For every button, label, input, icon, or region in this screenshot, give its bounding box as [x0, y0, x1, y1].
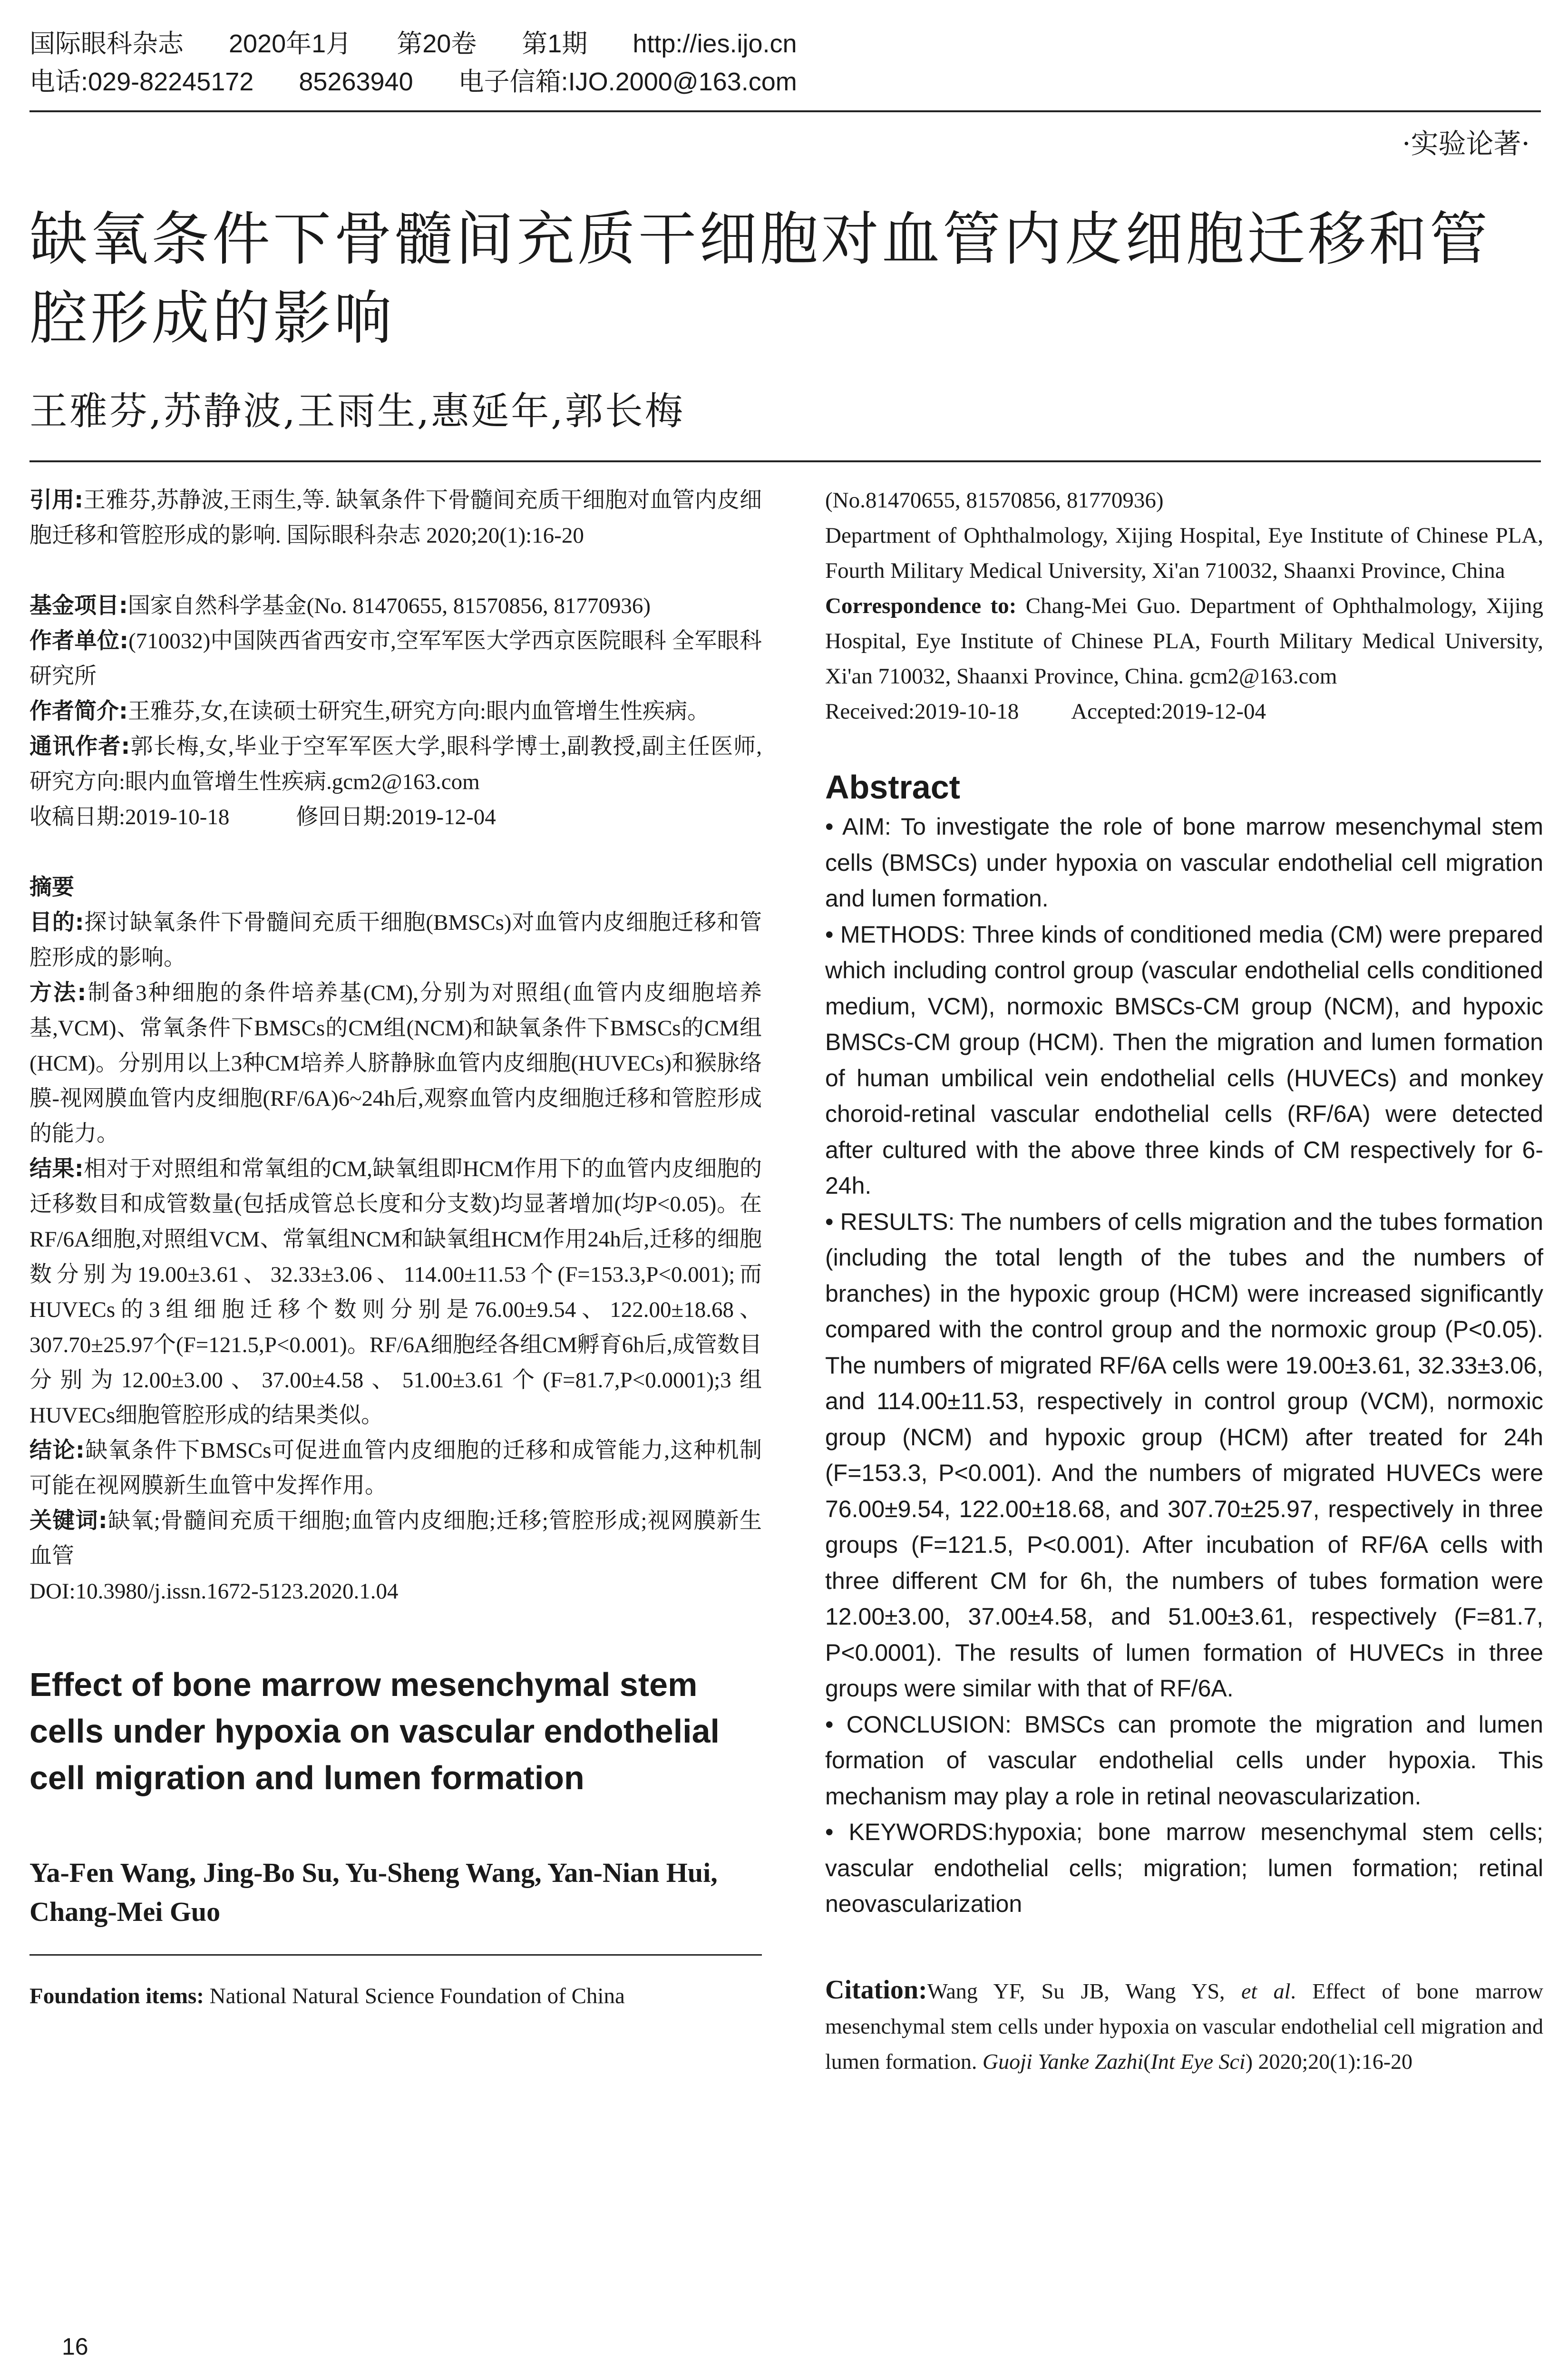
foundation-en-cont: (No.81470655, 81570856, 81770936): [825, 488, 1164, 513]
bio-cn-label: 作者简介:: [29, 698, 128, 724]
column-tag: ·实验论著·: [1402, 127, 1530, 160]
conclusion-cn-text: 缺氧条件下BMSCs可促进血管内皮细胞的迁移和成管能力,这种机制可能在视网膜新生血管中发挥作用。: [29, 1438, 762, 1498]
title-line-1: 缺氧条件下骨髓间充质干细胞对血管内皮细胞迁移和管: [29, 205, 1490, 273]
keywords-cn: [29, 1503, 762, 1574]
affiliation-en: Department of Ophthalmology, Xijing Hospital, Eye Institute of Chinese PLA, Fourth Military Medical University, Xi'an 710032, Shaanxi Province, China: [825, 523, 1543, 583]
methods-en: [825, 917, 1543, 1204]
running-header: [29, 25, 981, 101]
conclusion-en: [825, 1707, 1543, 1815]
methods-cn: [29, 975, 762, 1151]
dates-en: [825, 694, 1543, 729]
corr-cn-text: 郭长梅,女,毕业于空军军医大学,眼科学博士,副教授,副主任医师,研究方向:眼内血管增生性疾病.gcm2@163.com: [29, 734, 762, 794]
results-cn: [29, 1151, 762, 1433]
aim-en: [825, 809, 1543, 917]
fund-cn-text: 国家自然科学基金(No. 81470655, 81570856, 81770936): [127, 594, 651, 618]
article-title-en: Effect of bone marrow mesenchymal stem cells under hypoxia on vascular endothelial cell migration and lumen formation: [29, 1666, 720, 1796]
keywords-cn-text: 缺氧;骨髓间充质干细胞;血管内皮细胞;迁移;管腔形成;视网膜新生血管: [29, 1509, 762, 1568]
title-line-2: 腔形成的影响: [29, 284, 395, 352]
results-cn-text: 相对于对照组和常氧组的CM,缺氧组即HCM作用下的血管内皮细胞的迁移数目和成管数量(包括成管总长度和分支数)均显著增加(均P<0.05)。在RF/6A细胞,对照组VCM、常氧组NCM和缺氧组HCM作用24h后,迁移的细胞数分别为19.00±3.61、32.33±3.06、114.00±11.53个(F=153.3,P<0.001);而HUVECs的3组细胞迁移个数则分别是76.00±9.54、122.00±18.68、307.70±25.97个(F=121.5,P<0.001)。RF/6A细胞经各组CM孵育6h后,成管数目分别为12.00±3.00、37.00±4.58、51.00±3.61个(F=81.7,P<0.0001);3组HUVECs细胞管腔形成的结果类似。: [29, 1157, 762, 1428]
citation-en-title: . Effect of bone marrow mesenchymal stem cells under hypoxia on vascular endothelial cell migration and lumen formation.: [825, 1978, 1544, 2074]
corr-cn: [29, 729, 762, 799]
keywords-en: [825, 1814, 1543, 1922]
journal-name: 国际眼科杂志: [29, 29, 184, 58]
aim-cn-label: 目的:: [29, 909, 84, 935]
conclusion-en-label: • CONCLUSION:: [825, 1711, 1012, 1738]
citation-en-authors: Wang YF, Su JB, Wang YS,: [927, 1978, 1225, 2003]
revised-cn: 修回日期:2019-12-04: [296, 805, 496, 829]
conclusion-en-text: BMSCs can promote the migration and lumen formation of vascular endothelial cells under hypoxia. This mechanism may play a role in retinal neovascularization.: [825, 1711, 1543, 1810]
header-divider: [29, 110, 1541, 112]
abstract-en-heading: Abstract: [825, 769, 960, 806]
correspondence-en-label: Correspondence to:: [825, 594, 1017, 618]
citation-cn-text: 王雅芬,苏静波,王雨生,等. 缺氧条件下骨髓间充质干细胞对血管内皮细胞迁移和管腔形成的影响. 国际眼科杂志 2020;20(1):16-20: [29, 488, 762, 548]
citation-en-year: 2020;20(1):16-20: [1258, 2049, 1413, 2074]
unit-cn: [29, 623, 762, 694]
journal-url[interactable]: http://ies.ijo.cn: [633, 29, 797, 58]
title-divider: [29, 460, 1541, 462]
citation-en-etal: et al: [1241, 1978, 1291, 2003]
fund-cn-label: 基金项目:: [29, 593, 128, 619]
authors-cn: 王雅芬,苏静波,王雨生,惠延年,郭长梅: [29, 389, 685, 433]
citation-en-journal: Guoji Yanke Zazhi: [982, 2049, 1144, 2074]
authors-en: Ya-Fen Wang, Jing-Bo Su, Yu-Sheng Wang, Yan-Nian Hui, Chang-Mei Guo: [29, 1857, 718, 1927]
aim-en-label: • AIM:: [825, 813, 891, 840]
accepted-en: Accepted:2019-12-04: [1071, 699, 1266, 724]
left-column-divider: [29, 1954, 762, 1956]
received-cn: 收稿日期:2019-10-18: [29, 805, 230, 829]
page-number: 16: [62, 2333, 88, 2360]
citation-en-paren-close: ): [1245, 2049, 1253, 2074]
keywords-en-text: hypoxia; bone marrow mesenchymal stem cells; vascular endothelial cells; migration; lumen formation; retinal neovascularization: [825, 1819, 1543, 1917]
bio-cn-text: 王雅芬,女,在读硕士研究生,研究方向:眼内血管增生性疾病。: [127, 699, 710, 724]
keywords-cn-label: 关键词:: [29, 1508, 107, 1534]
aim-cn-text: 探讨缺氧条件下骨髓间充质干细胞(BMSCs)对血管内皮细胞迁移和管腔形成的影响。: [29, 910, 762, 970]
citation-en: [825, 1972, 1543, 2079]
citation-en-label: Citation:: [825, 1975, 927, 2005]
results-en-text: The numbers of cells migration and the tubes formation (including the total length of the tubes and the numbers of branches) in the hypoxic group (HCM) were increased significantly compared with the control group and the normoxic group (P<0.05). The numbers of migrated RF/6A cells were 19.00±3.61, 32.33±3.06, and 114.00±11.53, respectively in control group (VCM), normoxic group (NCM) and hypoxic group (HCM) after treated for 24h (F=153.3, P<0.001). And the numbers of migrated HUVECs were 76.00±9.54, 122.00±18.68, and 307.70±25.97, respectively in three groups (F=121.5, P<0.001). After incubation of RF/6A cells with three different CM for 6h, the numbers of tubes formation were 12.00±3.00, 37.00±4.58, and 51.00±3.61, respectively (F=81.7, P<0.0001). The results of lumen formation of HUVECs in three groups were similar with that of RF/6A.: [825, 1208, 1543, 1702]
abstract-cn-heading: 摘要: [29, 874, 74, 900]
phone: 电话:029-82245172: [29, 68, 254, 96]
citation-cn: [29, 483, 762, 553]
correspondence-en-text: Chang-Mei Guo. Department of Ophthalmology, Xijing Hospital, Eye Institute of Chinese PLA, Fourth Military Medical University, Xi'an 710032, Shaanxi Province, China. gcm2@163.com: [825, 594, 1543, 689]
correspondence-en: [825, 588, 1543, 694]
dates-cn: [29, 799, 762, 835]
methods-en-text: Three kinds of conditioned media (CM) were prepared which including control group (vascular endothelial cells conditioned medium, VCM), normoxic BMSCs-CM group (NCM), and hypoxic BMSCs-CM group (HCM). Then the migration and lumen formation of human umbilical vein endothelial cells (HUVECs) and monkey choroid-retinal vascular endothelial cells (RF/6A) were detected after cultured with the above three kinds of CM respectively for 6-24h.: [825, 921, 1543, 1199]
right-column: [825, 483, 1543, 2079]
citation-cn-label: 引用:: [29, 487, 84, 513]
conclusion-cn: [29, 1433, 762, 1503]
results-cn-label: 结果:: [29, 1156, 84, 1182]
foundation-en-text: National Natural Science Foundation of China: [209, 1984, 625, 2008]
article-title-cn: [29, 200, 1542, 358]
methods-en-label: • METHODS:: [825, 921, 966, 948]
conclusion-cn-label: 结论:: [29, 1437, 85, 1463]
aim-en-text: To investigate the role of bone marrow mesenchymal stem cells (BMSCs) under hypoxia on vascular endothelial cell migration and lumen formation.: [825, 813, 1544, 912]
phone-2: 85263940: [299, 68, 413, 96]
doi[interactable]: DOI:10.3980/j.issn.1672-5123.2020.1.04: [29, 1579, 399, 1604]
foundation-en: [29, 1978, 762, 2014]
unit-cn-text: (710032)中国陕西省西安市,空军军医大学西京医院眼科 全军眼科研究所: [29, 629, 762, 689]
foundation-en-label: Foundation items:: [29, 1984, 204, 2008]
results-en-label: • RESULTS:: [825, 1208, 955, 1235]
fund-cn: [29, 588, 762, 623]
methods-cn-label: 方法:: [29, 980, 87, 1006]
volume: 第20卷: [397, 29, 477, 58]
results-en: [825, 1204, 1543, 1707]
citation-en-paren-open: (: [1143, 2049, 1151, 2074]
left-column: [29, 483, 762, 2014]
received-en: Received:2019-10-18: [825, 699, 1019, 724]
email[interactable]: 电子信箱:IJO.2000@163.com: [458, 68, 797, 96]
keywords-en-label: • KEYWORDS:: [825, 1819, 994, 1845]
unit-cn-label: 作者单位:: [29, 628, 129, 654]
issue-date: 2020年1月: [229, 29, 352, 58]
corr-cn-label: 通讯作者:: [29, 733, 130, 760]
issue-number: 第1期: [522, 29, 588, 58]
citation-en-journal-abbr: Int Eye Sci: [1150, 2049, 1246, 2074]
aim-cn: [29, 905, 762, 975]
bio-cn: [29, 694, 762, 729]
methods-cn-text: 制备3种细胞的条件培养基(CM),分别为对照组(血管内皮细胞培养基,VCM)、常氧条件下BMSCs的CM组(NCM)和缺氧条件下BMSCs的CM组(HCM)。分别用以上3种CM培养人脐静脉血管内皮细胞(HUVECs)和猴脉络膜-视网膜血管内皮细胞(RF/6A)6~24h后,观察血管内皮细胞迁移和管腔形成的能力。: [29, 981, 762, 1146]
